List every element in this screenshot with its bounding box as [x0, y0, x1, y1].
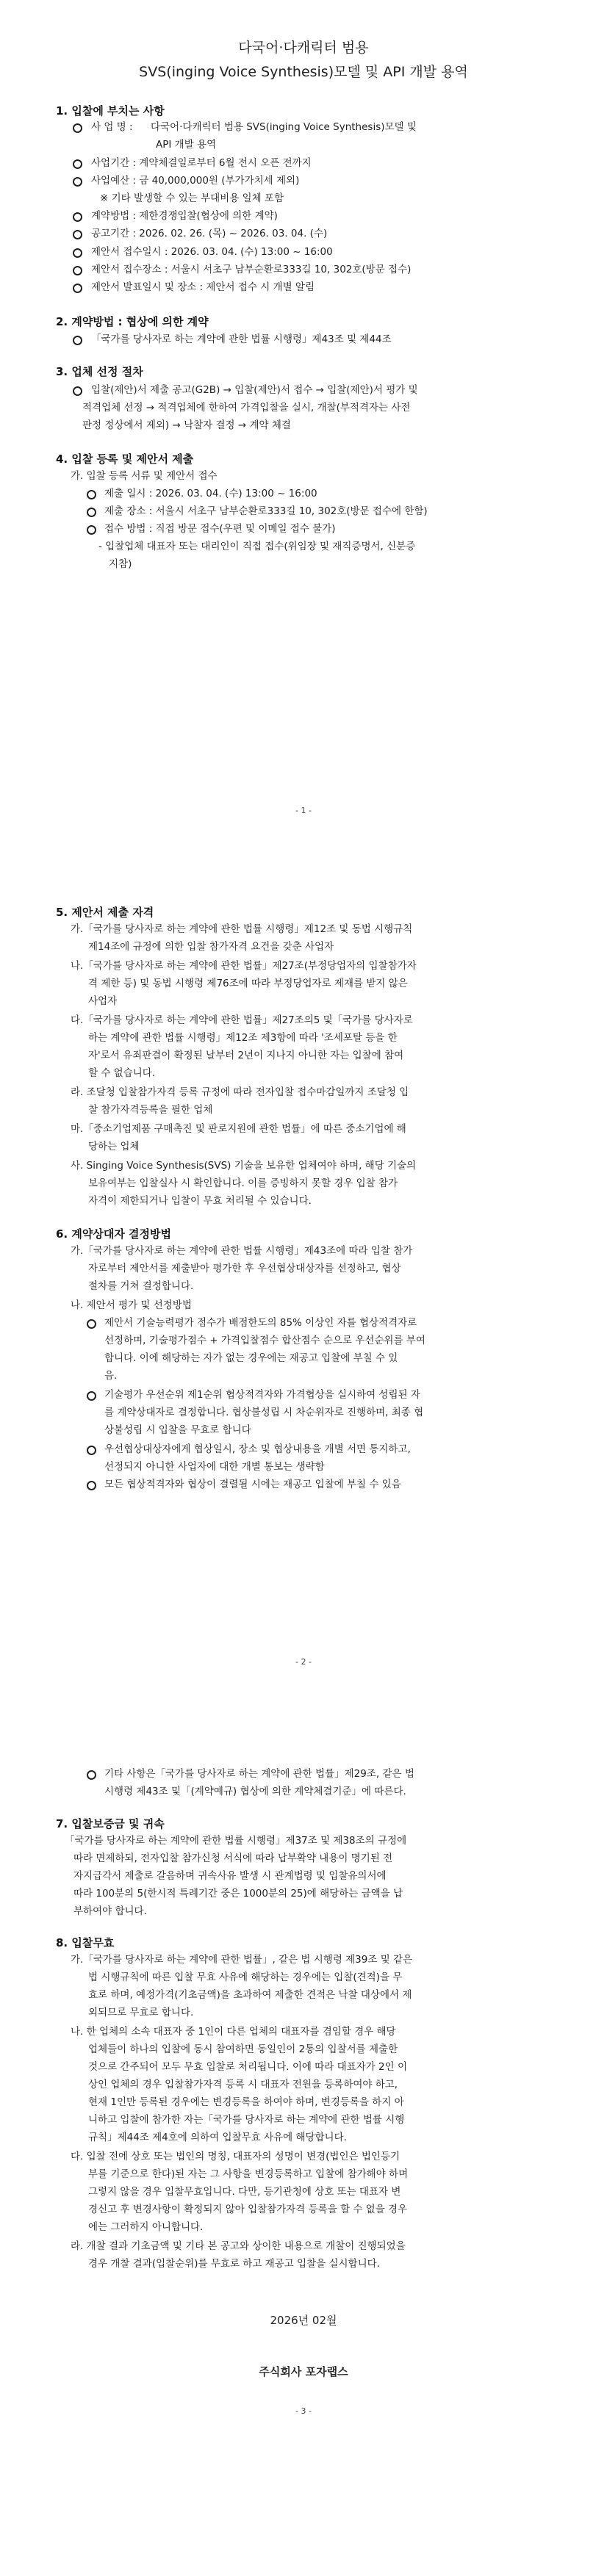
selection-process-line-1: 입찰(제안)서 제출 공고(G2B) → 입찰(제안)서 접수 → 입찰(제안)서 평가 및	[91, 384, 418, 396]
qualification-da-line-3: 자'로서 유죄판결이 확정된 날부터 2년이 지나지 아니한 자는 입찰에 참여	[88, 1050, 404, 1061]
qualification-ma-line-2: 당하는 업체	[88, 1141, 140, 1152]
company-name: 주식회사 포자랩스	[259, 2365, 348, 2378]
invalid-ra-line-1: 라. 개찰 결과 기초금액 및 기타 본 공고와 상이한 내용으로 개찰이 진행되었을	[71, 2240, 406, 2252]
invalid-ga-line-4: 외되므로 무효로 합니다.	[88, 2007, 194, 2018]
circle-bullet-icon	[73, 159, 82, 169]
qualification-na-line-2: 격 제한 등) 및 동법 시행령 제76조에 따라 부정당업자로 제재를 받지 않은	[88, 978, 408, 989]
circle-bullet-icon	[87, 1391, 96, 1401]
circle-bullet-icon	[73, 230, 82, 239]
qualification-sa-line-2: 보유여부는 입찰실사 시 확인합니다. 이를 증빙하지 못할 경우 입찰 참가	[88, 1177, 398, 1189]
evaluation-1-line-2: 선정하며, 기술평가점수 + 가격입찰점수 합산점수 순으로 우선순위를 부여	[104, 1335, 425, 1346]
circle-bullet-icon	[87, 508, 96, 517]
qualification-da-line-2: 하는 계약에 관한 법률 시행령」제12조 제3항에 따라 '조세포탈 등을 한	[88, 1032, 398, 1044]
evaluation-1-line-4: 음.	[104, 1370, 118, 1382]
project-name-text-cont: API 개발 용역	[156, 139, 217, 151]
qualification-da-line-1: 다.「국가를 당사자로 하는 계약에 관한 법률」제27조의5 및「국가를 당사자로	[71, 1014, 413, 1026]
circle-bullet-icon	[73, 212, 82, 222]
qualification-ra-line-1: 라. 조달청 입찰참가자격 등록 규정에 따라 전자입찰 접수마감일까지 조달청 입	[71, 1086, 409, 1098]
project-budget: 사업예산 : 금 40,000,000원 (부가가치세 제외)	[91, 175, 300, 187]
section-2-heading: 2. 계약방법 : 협상에 의한 계약	[56, 315, 209, 328]
invalid-da-line-5: 에는 그러하지 아니합니다.	[88, 2221, 204, 2233]
invalid-da-line-4: 경신고 후 변경사항이 확정되지 않아 입찰참가자격 등록을 할 수 없을 경우	[88, 2204, 408, 2215]
selection-process-line-2: 적격업체 선정 → 적격업체에 한하여 가격입찰을 실시, 개찰(부적격자는 사전	[82, 402, 411, 414]
evaluation-3-line-2: 선정되지 아니한 사업자에 대한 개별 통보는 생략함	[104, 1461, 325, 1473]
evaluation-4: 모든 협상적격자와 협상이 결렬될 시에는 재공고 입찰에 부칠 수 있음	[104, 1479, 401, 1490]
submission-note-line-2: 지참)	[109, 558, 132, 570]
bid-bond-line-1: 「국가를 당사자로 하는 계약에 관한 법률 시행령」제37조 및 제38조의 규정에	[65, 1835, 407, 1847]
invalid-na-line-5: 현재 1인만 등록된 경우에는 변경등록을 하여야 하며, 변경등록을 하지 아	[88, 2096, 404, 2108]
invalid-na-line-1: 나. 한 업체의 소속 대표자 중 1인이 다른 업체의 대표자를 겸임할 경우 해당	[71, 2026, 396, 2038]
evaluation-2-line-1: 기술평가 우선순위 제1순위 협상적격자와 가격협상을 실시하여 성립된 자	[104, 1389, 420, 1401]
budget-note: ※ 기타 발생할 수 있는 부대비용 일체 포함	[100, 192, 284, 204]
invalid-na-line-3: 것으로 간주되어 모두 무효 입찰로 처리됩니다. 이에 따라 대표자가 2인 이	[88, 2061, 407, 2073]
invalid-ga-line-2: 법 시행규칙에 따른 입찰 무효 사유에 해당하는 경우에는 입찰(견적)을 무	[88, 1971, 403, 1983]
circle-bullet-icon	[73, 266, 82, 275]
project-name-text: 다국어·다캐릭터 범용 SVS(inging Voice Synthesis)모델 및	[151, 121, 417, 133]
submission-datetime: 제출 일시 : 2026. 03. 04. (수) 13:00 ~ 16:00	[104, 488, 317, 499]
proposal-receipt-place: 제안서 접수장소 : 서울시 서초구 남부순환로333길 10, 302호(방문 접수)	[91, 264, 412, 275]
section-8-heading: 8. 입찰무효	[56, 1936, 115, 1949]
invalid-na-line-6: 니하고 입찰에 참가한 자는「국가를 당사자로 하는 계약에 관한 법률 시행	[88, 2114, 405, 2126]
document-title-line-2: SVS(inging Voice Synthesis)모델 및 API 개발 용역	[139, 64, 468, 80]
section-5-heading: 5. 제안서 제출 자격	[56, 906, 154, 919]
bid-bond-line-3: 자지급각서 제출로 갈음하며 귀속사유 발생 시 관계법령 및 입찰유의서에	[73, 1870, 387, 1882]
circle-bullet-icon	[73, 177, 82, 187]
section-4-heading: 4. 입찰 등록 및 제안서 제출	[56, 452, 194, 466]
circle-bullet-icon	[73, 248, 82, 258]
document-date: 2026년 02월	[270, 2314, 337, 2327]
evaluation-1-line-3: 합니다. 이에 해당하는 자가 없는 경우에는 재공고 입찰에 부칠 수 있	[104, 1352, 398, 1364]
circle-bullet-icon	[73, 123, 82, 133]
circle-bullet-icon	[73, 386, 82, 396]
section-6-heading: 6. 계약상대자 결정방법	[56, 1227, 171, 1241]
evaluation-2-line-3: 상불성립 시 입찰을 무효로 합니다	[104, 1424, 251, 1436]
submission-place: 제출 장소 : 서울시 서초구 남부순환로333길 10, 302호(방문 접수에 한함)	[104, 505, 428, 517]
project-name-label: 사 업 명 :	[91, 121, 133, 133]
qualification-sa-line-1: 사. Singing Voice Synthesis(SVS) 기술을 보유한 업체여야 하며, 해당 기술의	[71, 1160, 417, 1172]
contract-method: 계약방법 : 제한경쟁입찰(협상에 의한 계약)	[91, 210, 278, 222]
evaluation-1-line-1: 제안서 기술능력평가 점수가 배점한도의 85% 이상인 자를 협상적격자로	[104, 1317, 417, 1329]
page-number: - 1 -	[295, 806, 312, 815]
circle-bullet-icon	[87, 1770, 96, 1780]
section-1-heading: 1. 입찰에 부치는 사항	[56, 104, 165, 118]
circle-bullet-icon	[87, 490, 96, 499]
invalid-ga-line-1: 가.「국가를 당사자로 하는 계약에 관한 법률」, 같은 법 시행령 제39조 및 같은	[71, 1954, 413, 1966]
qualification-ra-line-2: 찰 참가자격등록을 필한 업체	[88, 1104, 213, 1116]
document-title-line-1: 다국어·다캐릭터 범용	[238, 40, 369, 56]
qualification-da-line-4: 할 수 없습니다.	[88, 1067, 156, 1079]
invalid-na-line-2: 업체들이 하나의 입찰에 동시 참여하면 동일인이 2통의 입찰서를 제출한	[88, 2043, 398, 2055]
page-number: - 3 -	[295, 2406, 312, 2416]
qualification-sa-line-3: 자격이 제한되거나 입찰이 무효 처리될 수 있습니다.	[88, 1195, 312, 1207]
circle-bullet-icon	[87, 525, 96, 535]
invalid-da-line-1: 다. 입찰 전에 상호 또는 법인의 명칭, 대표자의 성명이 변경(법인은 법인등기	[71, 2151, 400, 2162]
decision-ga-line-2: 자로부터 제안서를 제출받아 평가한 후 우선협상대상자를 선정하고, 협상	[88, 1263, 401, 1274]
circle-bullet-icon	[73, 284, 82, 293]
circle-bullet-icon	[87, 1446, 96, 1455]
section-4-sub-a: 가. 입찰 등록 서류 및 제안서 접수	[71, 470, 218, 482]
page-2	[0, 859, 607, 1717]
page-number: - 2 -	[295, 1657, 312, 1667]
decision-ga-line-1: 가.「국가를 당사자로 하는 계약에 관한 법률 시행령」제43조에 따라 입찰 참가	[71, 1245, 413, 1257]
circle-bullet-icon	[87, 1481, 96, 1490]
qualification-na-line-1: 나.「국가를 당사자로 하는 계약에 관한 법률」제27조(부정당업자의 입찰참가자	[71, 960, 417, 972]
invalid-na-line-4: 상인 업체의 경우 입찰참가자격 등록 시 대표자 전원을 등록하여야 하고,	[88, 2079, 398, 2090]
submission-note-line-1: - 입찰업체 대표자 또는 대리인이 직접 접수(위임장 및 재직증명서, 신분증	[98, 541, 416, 552]
decision-na: 나. 제안서 평가 및 선정방법	[71, 1299, 192, 1311]
other-matters-line-1: 기타 사항은「국가를 당사자로 하는 계약에 관한 법률」제29조, 같은 법	[104, 1768, 414, 1780]
bid-bond-line-2: 따라 면제하되, 전자입찰 참가신청 서식에 따라 납부확약 내용이 명기된 전	[73, 1852, 393, 1864]
presentation-info: 제안서 발표일시 및 장소 : 제안서 접수 시 개별 알림	[91, 281, 315, 293]
selection-process-line-3: 판정 정상에서 제외) → 낙찰자 결정 → 계약 체결	[82, 419, 291, 431]
page-1	[0, 0, 607, 859]
project-period: 사업기간 : 계약체결일로부터 6월 전시 오픈 전까지	[91, 157, 312, 169]
qualification-ga-line-1: 가.「국가를 당사자로 하는 계약에 관한 법률 시행령」제12조 및 동법 시행규칙	[71, 923, 413, 935]
proposal-receipt-datetime: 제안서 접수일시 : 2026. 03. 04. (수) 13:00 ~ 16:00	[91, 246, 333, 258]
invalid-ra-line-2: 경우 개찰 결과(입찰순위)를 무효로 하고 재공고 입찰을 실시합니다.	[88, 2258, 380, 2270]
qualification-na-line-3: 사업자	[88, 995, 118, 1007]
bid-bond-line-5: 부하여야 합니다.	[73, 1905, 147, 1917]
circle-bullet-icon	[73, 336, 82, 345]
invalid-ga-line-3: 효로 하며, 예정가격(기초금액)을 초과하여 제출한 견적은 낙찰 대상에서 제	[88, 1989, 412, 2001]
invalid-da-line-3: 그렇지 않을 경우 입찰무효입니다. 다만, 등기관청에 상호 또는 대표자 변	[88, 2186, 401, 2198]
qualification-ga-line-2: 제14조에 규정에 의한 입찰 참가자격 요건을 갖춘 사업자	[88, 941, 334, 953]
contract-law-reference: 「국가를 당사자로 하는 계약에 관한 법률 시행령」제43조 및 제44조	[91, 333, 392, 345]
page-3	[0, 1717, 607, 2576]
other-matters-line-2: 시행령 제43조 및「(계약예규) 협상에 의한 계약체결기준」에 따른다.	[104, 1786, 406, 1797]
notice-period: 공고기간 : 2026. 02. 26. (목) ~ 2026. 03. 04. (수)	[91, 228, 328, 239]
section-7-heading: 7. 입찰보증금 및 귀속	[56, 1817, 165, 1830]
section-3-heading: 3. 업체 선정 절차	[56, 365, 143, 378]
evaluation-2-line-2: 를 계약상대자로 결정합니다. 협상불성립 시 차순위자로 진행하며, 최종 협	[104, 1407, 424, 1418]
submission-method: 접수 방법 : 직접 방문 접수(우편 및 이메일 접수 불가)	[104, 523, 336, 535]
qualification-ma-line-1: 마.「중소기업제품 구매촉진 및 판로지원에 관한 법률」에 따른 중소기업에 해	[71, 1123, 406, 1135]
evaluation-3-line-1: 우선협상대상자에게 협상일시, 장소 및 협상내용을 개별 서면 통지하고,	[104, 1443, 411, 1455]
invalid-na-line-7: 규칙」제44조 제4호에 의하여 입찰무효 사유에 해당합니다.	[88, 2132, 347, 2143]
bid-bond-line-4: 따라 100분의 5(한시적 특례기간 중은 1000분의 25)에 해당하는 금액을 납	[73, 1888, 403, 1899]
circle-bullet-icon	[87, 1319, 96, 1329]
decision-ga-line-3: 절차를 거쳐 결정합니다.	[88, 1280, 194, 1292]
invalid-da-line-2: 부를 기준으로 한다)된 자는 그 사항을 변경등록하고 입찰에 참가해야 하며	[88, 2168, 409, 2180]
